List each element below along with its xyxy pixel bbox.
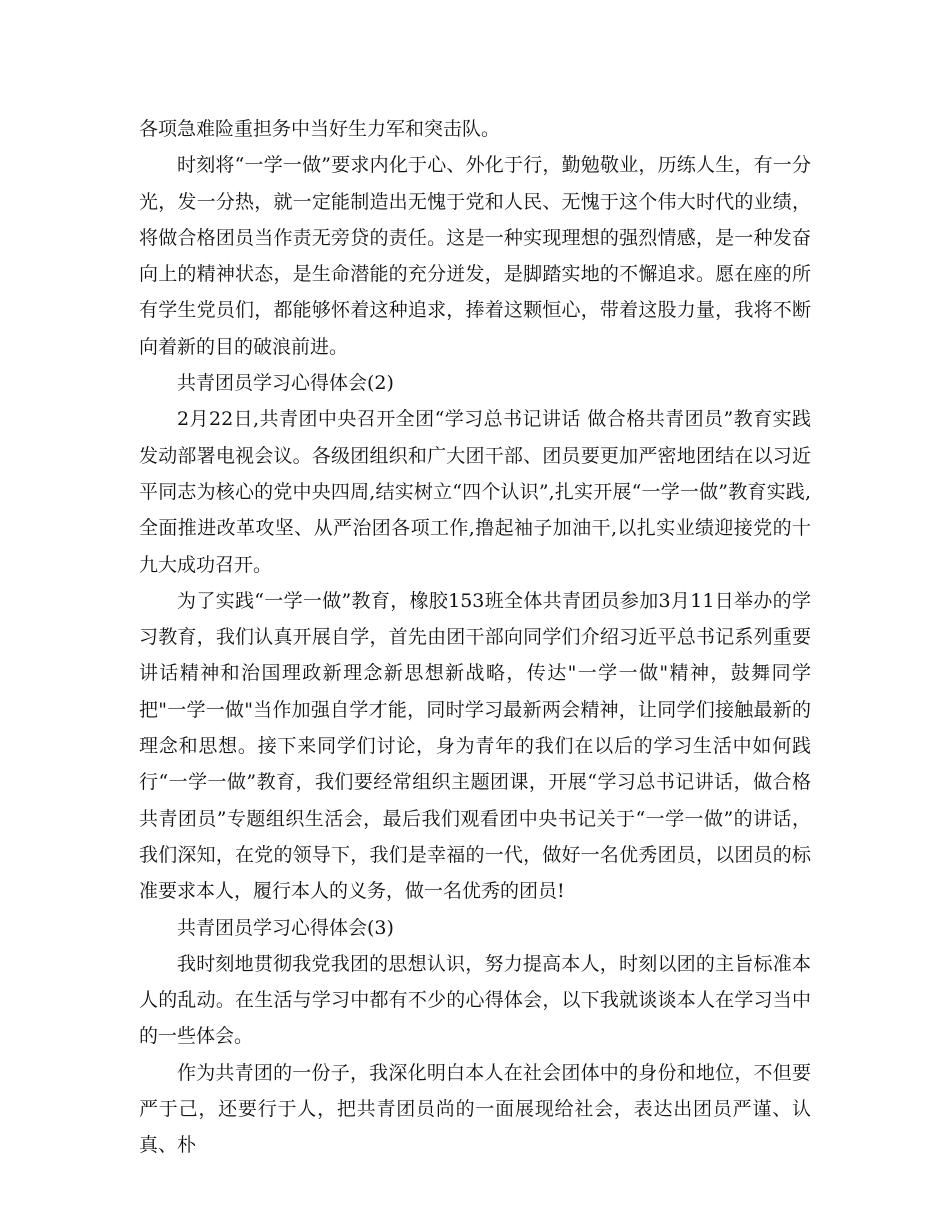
paragraph-1: 各项急难险重担务中当好生力军和突击队。 [139,118,501,140]
section-heading-3: 共青团员学习心得体会(3) [177,916,394,939]
document-body [139,111,811,1164]
paragraph-3: 2月22日,共青团中央召开全团“学习总书记讲话 做合格共青团员”教育实践发动部署电视会议。各级团组织和广大团干部、团员要更加严密地团结在以习近平同志为核心的党中央四周,结实树立“四个认识”,扎实开展“一学一做”教育实践,全面推进改革攻坚、从严治团各项工作,撸起袖子加油干,以扎实业绩迎接党的十九大成功召开。 [139,408,811,576]
paragraph-4: 为了实践“一学一做”教育，橡胶153班全体共青团员参加3月11日举办的学习教育，我们认真开展自学，首先由团干部向同学们介绍习近平总书记系列重要讲话精神和治国理政新理念新思想新战略，传达"一学一做"精神，鼓舞同学把"一学一做"当作加强自学才能，同时学习最新两会精神，让同学们接触最新的理念和思想。接下来同学们讨论，身为青年的我们在以后的学习生活中如何践行“一学一做”教育，我们要经常组织主题团课，开展“学习总书记讲话，做合格共青团员”专题组织生活会，最后我们观看团中央书记关于“一学一做”的讲话，我们深知，在党的领导下，我们是幸福的一代，做好一名优秀团员，以团员的标准要求本人，履行本人的义务，做一名优秀的团员! [139,589,811,903]
paragraph-5: 我时刻地贯彻我党我团的思想认识，努力提高本人，时刻以团的主旨标准本人的乱动。在生活与学习中都有不少的心得体会，以下我就谈谈本人在学习当中的一些体会。 [139,952,811,1048]
paragraph-2: 时刻将“一学一做”要求内化于心、外化于行，勤勉敬业，历练人生，有一分光，发一分热，就一定能制造出无愧于党和人民、无愧于这个伟大时代的业绩，将做合格团员当作责无旁贷的责任。这是一种实现理想的强烈情感，是一种发奋向上的精神状态，是生命潜能的充分迸发，是脚踏实地的不懈追求。愿在座的所有学生党员们，都能够怀着这种追求，捧着这颗恒心，带着这股力量，我将不断向着新的目的破浪前进。 [139,154,811,358]
section-heading-2: 共青团员学习心得体会(2) [177,372,394,395]
paragraph-6: 作为共青团的一份子，我深化明白本人在社会团体中的身份和地位，不但要严于己，还要行于人，把共青团员尚的一面展现给社会，表达出团员严谨、认真、朴 [139,1061,811,1157]
